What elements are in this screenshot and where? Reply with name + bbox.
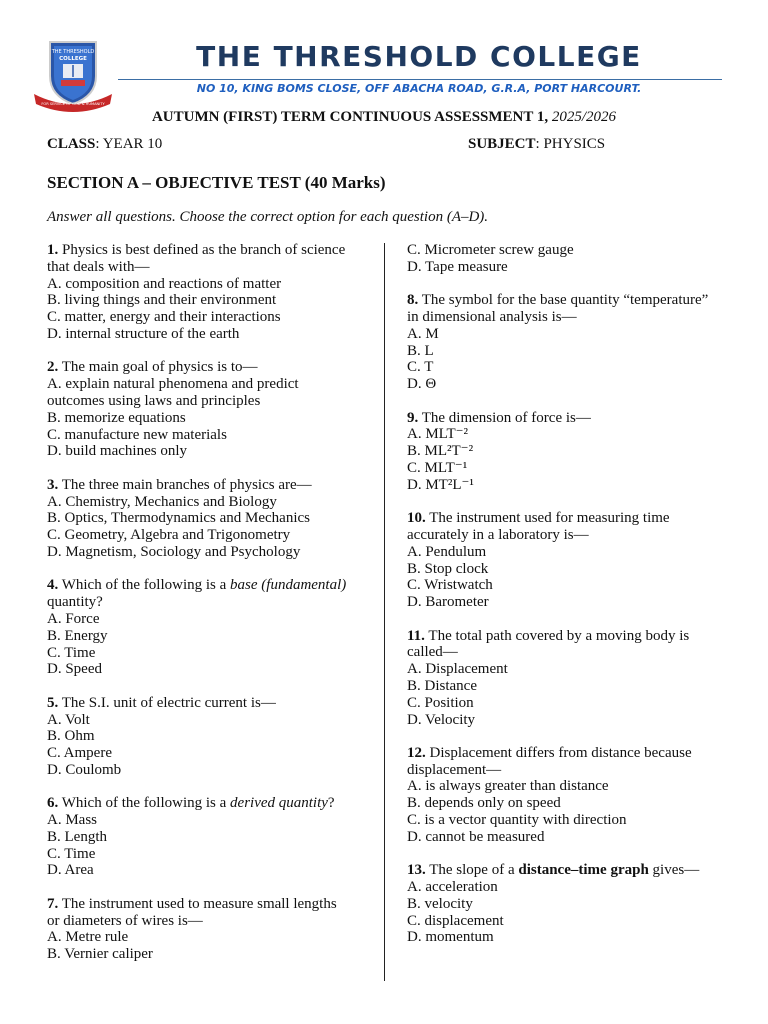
question-text: Displacement differs from distance because bbox=[429, 744, 692, 761]
question-number: 4. bbox=[47, 577, 59, 594]
subject-info bbox=[468, 136, 605, 153]
section-instructions: Answer all questions. Choose the correct option for each question (A–D). bbox=[47, 209, 489, 225]
question-number: 12. bbox=[407, 744, 426, 761]
question-7-continued bbox=[407, 242, 727, 276]
option-c: C. Position bbox=[407, 694, 474, 711]
question-stem bbox=[407, 745, 727, 762]
question-number: 2. bbox=[47, 359, 59, 376]
question-text: The instrument used for measuring time bbox=[429, 510, 670, 527]
question-number: 3. bbox=[47, 476, 59, 493]
questions-column-right bbox=[407, 242, 727, 963]
question-stem bbox=[47, 242, 367, 259]
option-b: B. Ohm bbox=[47, 728, 95, 745]
option-b: B. Length bbox=[47, 828, 107, 845]
question-8 bbox=[407, 292, 727, 393]
question-text: or diameters of wires is— bbox=[47, 912, 203, 929]
question-text: in dimensional analysis is— bbox=[407, 308, 577, 325]
option-d: D. Barometer bbox=[407, 594, 489, 611]
question-stem bbox=[407, 628, 727, 645]
option-d: D. MT²L⁻¹ bbox=[407, 476, 474, 493]
question-stem bbox=[407, 510, 727, 527]
question-number: 13. bbox=[407, 862, 426, 879]
question-stem bbox=[47, 477, 367, 494]
option-c: C. Ampere bbox=[47, 745, 112, 762]
assessment-title-text: AUTUMN (FIRST) TERM CONTINUOUS ASSESSMENT 1, bbox=[151, 109, 549, 125]
question-text: The dimension of force is— bbox=[421, 409, 591, 426]
assessment-title bbox=[0, 109, 768, 126]
question-number: 5. bbox=[47, 694, 59, 711]
question-10 bbox=[407, 510, 727, 611]
option-a: A. M bbox=[407, 325, 439, 342]
question-7 bbox=[47, 896, 367, 963]
question-stem bbox=[407, 410, 727, 427]
option-d: D. build machines only bbox=[47, 443, 187, 460]
question-text: Which of the following is a bbox=[61, 577, 231, 594]
class-value: : YEAR 10 bbox=[95, 136, 163, 152]
option-a: A. explain natural phenomena and predict bbox=[47, 376, 299, 393]
option-d: D. Tape measure bbox=[407, 258, 508, 275]
option-c: C. Time bbox=[47, 644, 96, 661]
question-text: The slope of a bbox=[429, 862, 519, 879]
option-b: B. velocity bbox=[407, 895, 473, 912]
question-text: The S.I. unit of electric current is— bbox=[61, 694, 276, 711]
question-12 bbox=[407, 745, 727, 846]
option-d: D. cannot be measured bbox=[407, 828, 545, 845]
option-c: C. T bbox=[407, 359, 434, 376]
question-text: The main goal of physics is to— bbox=[61, 359, 258, 376]
question-text: Physics is best defined as the branch of science bbox=[62, 242, 346, 258]
option-b: B. ML²T⁻² bbox=[407, 443, 474, 460]
college-crest-logo bbox=[30, 38, 116, 112]
question-1 bbox=[47, 242, 367, 343]
option-c: C. matter, energy and their interactions bbox=[47, 309, 281, 326]
option-a: A. Volt bbox=[47, 711, 90, 728]
option-d: D. Area bbox=[47, 862, 94, 879]
option-d: D. Θ bbox=[407, 376, 437, 393]
option-d: D. Coulomb bbox=[47, 761, 122, 778]
question-stem bbox=[47, 896, 367, 913]
question-stem bbox=[407, 292, 727, 309]
option-b: B. depends only on speed bbox=[407, 795, 561, 812]
option-a: A. is always greater than distance bbox=[407, 778, 609, 795]
option-d: D. Speed bbox=[47, 661, 102, 678]
question-number: 6. bbox=[47, 795, 59, 812]
option-a: A. Displacement bbox=[407, 661, 508, 678]
option-b: B. Stop clock bbox=[407, 560, 489, 577]
option-a: A. composition and reactions of matter bbox=[47, 275, 282, 292]
option-c: C. Wristwatch bbox=[407, 577, 493, 594]
question-3 bbox=[47, 477, 367, 561]
option-c: C. displacement bbox=[407, 912, 504, 929]
option-a: A. Chemistry, Mechanics and Biology bbox=[47, 493, 277, 510]
option-b: B. Optics, Thermodynamics and Mechanics bbox=[47, 510, 310, 527]
question-13 bbox=[407, 862, 727, 946]
question-text: displacement— bbox=[407, 761, 502, 778]
column-divider bbox=[384, 243, 385, 981]
class-info bbox=[47, 136, 162, 153]
question-text: The total path covered by a moving body is bbox=[428, 627, 690, 644]
college-name: THE THRESHOLD COLLEGE bbox=[196, 40, 642, 73]
question-text: called— bbox=[407, 644, 458, 661]
option-a-continued: outcomes using laws and principles bbox=[47, 392, 261, 409]
question-text: The instrument used to measure small lengths bbox=[61, 895, 337, 912]
option-b: B. Vernier caliper bbox=[47, 946, 153, 963]
question-4 bbox=[47, 577, 367, 678]
option-a: A. acceleration bbox=[407, 879, 498, 896]
subject-label: SUBJECT bbox=[468, 136, 536, 152]
question-stem bbox=[47, 795, 367, 812]
option-b: B. L bbox=[407, 342, 434, 359]
question-text-end: ? bbox=[327, 795, 335, 812]
question-text: The symbol for the base quantity “temperature” bbox=[421, 292, 709, 309]
question-text: that deals with— bbox=[47, 258, 150, 275]
option-a: A. Metre rule bbox=[47, 929, 129, 946]
questions-column-left bbox=[47, 242, 367, 980]
subject-value: : PHYSICS bbox=[535, 136, 606, 152]
question-strong: distance–time graph bbox=[518, 862, 649, 879]
question-5 bbox=[47, 695, 367, 779]
option-c: C. Micrometer screw gauge bbox=[407, 242, 574, 258]
svg-text:COLLEGE: COLLEGE bbox=[59, 56, 87, 62]
option-a: A. Force bbox=[47, 610, 100, 627]
option-c: C. MLT⁻¹ bbox=[407, 459, 468, 476]
question-emphasis: base (fundamental) bbox=[230, 577, 347, 594]
question-text: quantity? bbox=[47, 594, 103, 611]
svg-text:FOR SERVICE OF GOD & HUMANITY: FOR SERVICE OF GOD & HUMANITY bbox=[41, 102, 105, 106]
option-a: A. Pendulum bbox=[407, 543, 487, 560]
assessment-session: 2025/2026 bbox=[551, 109, 617, 125]
option-a: A. MLT⁻² bbox=[407, 426, 469, 443]
question-stem bbox=[407, 862, 727, 879]
section-title: SECTION A – OBJECTIVE TEST (40 Marks) bbox=[47, 173, 386, 192]
question-stem bbox=[47, 577, 367, 594]
option-d: D. Velocity bbox=[407, 711, 476, 728]
option-d: D. Magnetism, Sociology and Psychology bbox=[47, 543, 301, 560]
question-emphasis: derived quantity bbox=[230, 795, 328, 812]
question-text: Which of the following is a bbox=[61, 795, 231, 812]
option-d: D. internal structure of the earth bbox=[47, 325, 240, 342]
option-b: B. living things and their environment bbox=[47, 292, 277, 309]
option-a: A. Mass bbox=[47, 812, 98, 829]
question-number: 9. bbox=[407, 409, 419, 426]
question-9 bbox=[407, 410, 727, 494]
option-c: C. is a vector quantity with direction bbox=[407, 812, 627, 829]
question-stem bbox=[47, 695, 367, 712]
option-b: B. Distance bbox=[407, 677, 477, 694]
college-address: NO 10, KING BOMS CLOSE, OFF ABACHA ROAD, G.R.A, PORT HARCOURT. bbox=[196, 82, 642, 95]
option-b: B. memorize equations bbox=[47, 409, 186, 426]
question-text: The three main branches of physics are— bbox=[61, 476, 312, 493]
option-d: D. momentum bbox=[407, 929, 494, 946]
question-text-end: gives— bbox=[648, 862, 700, 879]
question-stem bbox=[47, 359, 367, 376]
question-number: 10. bbox=[407, 510, 426, 527]
option-b: B. Energy bbox=[47, 627, 108, 644]
header-rule bbox=[118, 79, 722, 80]
question-text: accurately in a laboratory is— bbox=[407, 526, 589, 543]
question-11 bbox=[407, 628, 727, 729]
question-6 bbox=[47, 795, 367, 879]
option-c: C. Geometry, Algebra and Trigonometry bbox=[47, 527, 291, 544]
question-2 bbox=[47, 359, 367, 460]
class-label: CLASS bbox=[47, 136, 96, 152]
question-number: 11. bbox=[407, 627, 425, 644]
question-number: 7. bbox=[47, 895, 59, 912]
question-number: 1. bbox=[47, 242, 59, 258]
option-c: C. manufacture new materials bbox=[47, 426, 227, 443]
option-c: C. Time bbox=[47, 845, 96, 862]
question-number: 8. bbox=[407, 292, 419, 309]
svg-text:THE THRESHOLD: THE THRESHOLD bbox=[51, 49, 95, 55]
